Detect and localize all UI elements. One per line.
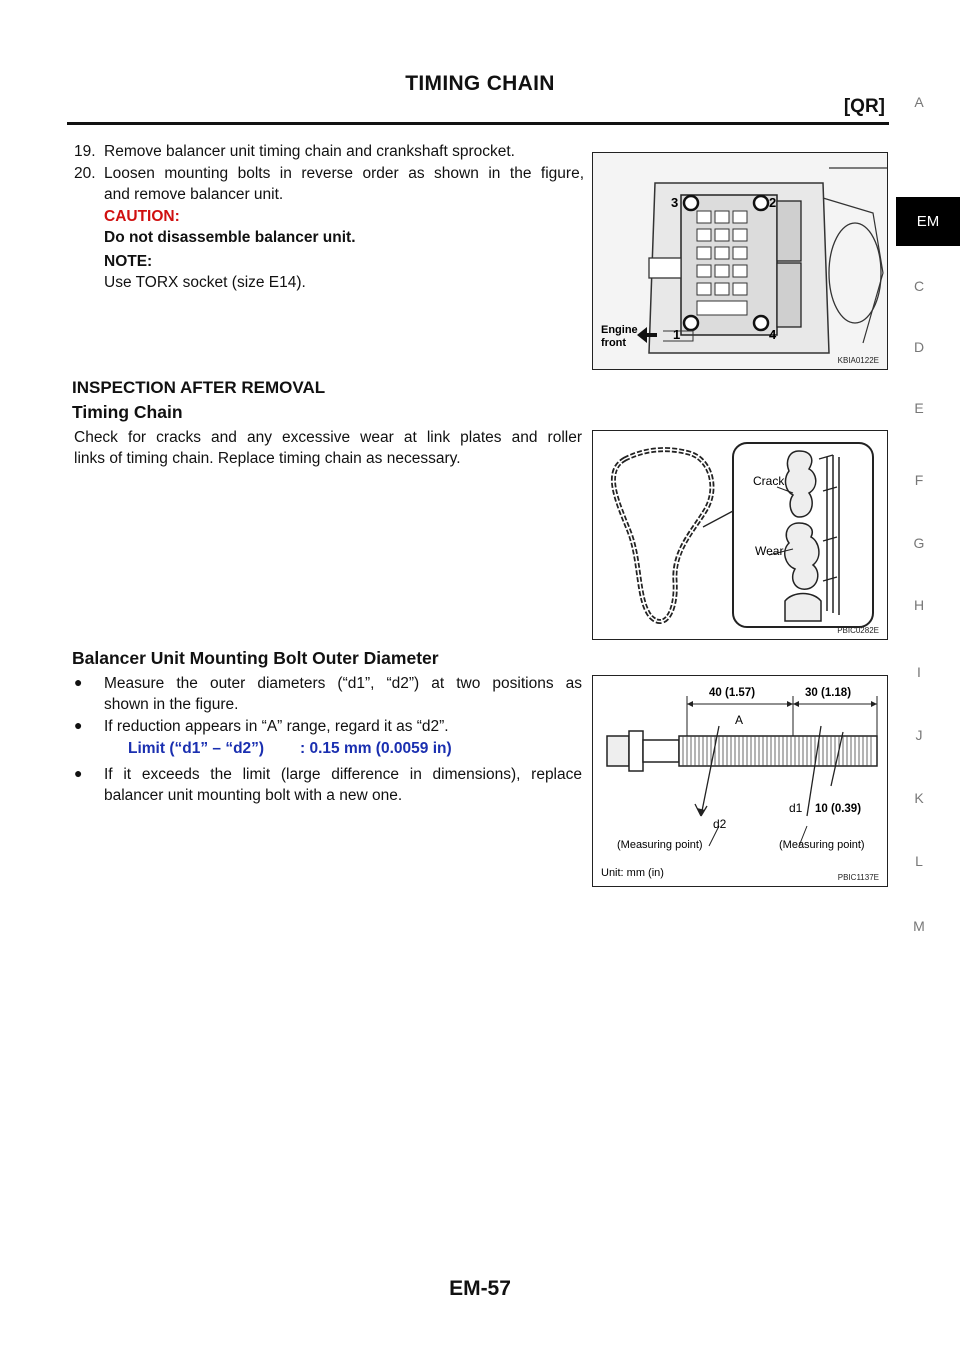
timing-chain-figure	[592, 430, 888, 640]
section-tab-a[interactable]: A	[914, 94, 924, 110]
balancer-unit-drawing	[593, 153, 887, 369]
section-tab-em-active[interactable]: EM	[896, 197, 960, 246]
balancer-unit-figure	[592, 152, 888, 370]
unit-label: Unit: mm (in)	[601, 867, 664, 879]
section-tab-g[interactable]: G	[913, 535, 925, 551]
bolt-label-1: 1	[673, 327, 681, 342]
bullet-3-dot: ●	[74, 765, 83, 781]
bolt-diameter-heading: Balancer Unit Mounting Bolt Outer Diameter	[72, 648, 439, 668]
dim-label-10: 10 (0.39)	[815, 803, 862, 815]
note-text: Use TORX socket (size E14).	[104, 274, 306, 291]
chain-text-line-2: links of timing chain. Replace timing chain as necessary.	[74, 450, 461, 467]
bullet-3-line-2: balancer unit mounting bolt with a new one.	[104, 787, 403, 804]
measuring-point-right: (Measuring point)	[779, 839, 865, 851]
section-tab-k[interactable]: K	[914, 790, 924, 806]
caution-label: CAUTION:	[104, 208, 180, 225]
section-tab-f[interactable]: F	[914, 472, 924, 488]
step-20-number: 20.	[74, 165, 96, 182]
dim-label-40: 40 (1.57)	[709, 687, 756, 699]
point-label-d1: d1	[789, 801, 803, 815]
measuring-point-left: (Measuring point)	[617, 839, 703, 851]
dim-label-30: 30 (1.18)	[805, 687, 852, 699]
bolt-dimension-figure	[592, 675, 888, 887]
figure-id-kbia0122e: KBIA0122E	[837, 356, 879, 365]
engine-front-label-1: Engine	[601, 324, 638, 336]
bullet-1-dot: ●	[74, 674, 83, 690]
bolt-dimension-drawing	[593, 676, 887, 886]
page-title: TIMING CHAIN	[405, 72, 555, 95]
caution-text: Do not disassemble balancer unit.	[104, 229, 356, 246]
section-tab-m[interactable]: M	[913, 918, 925, 934]
step-20-line-1: Loosen mounting bolts in reverse order as shown in the figure,	[104, 165, 584, 182]
header-rule	[67, 122, 889, 125]
bullet-2-text: If reduction appears in “A” range, regard it as “d2”.	[104, 718, 449, 735]
bullet-2-dot: ●	[74, 717, 83, 733]
point-label-d2: d2	[713, 817, 727, 831]
step-19-number: 19.	[74, 143, 96, 160]
engine-front-label-2: front	[601, 337, 627, 349]
section-tab-j[interactable]: J	[915, 727, 923, 743]
section-tab-i[interactable]: I	[917, 664, 921, 680]
step-20-line-2: and remove balancer unit.	[104, 186, 284, 203]
page-number: EM-57	[449, 1277, 511, 1300]
section-tab-c[interactable]: C	[913, 278, 925, 294]
figure-id-pbic1137e: PBIC1137E	[837, 873, 879, 882]
bolt-label-2: 2	[769, 195, 777, 210]
inspection-heading: INSPECTION AFTER REMOVAL	[72, 378, 326, 397]
timing-chain-drawing	[593, 431, 887, 639]
bolt-label-3: 3	[671, 195, 679, 210]
section-tab-e[interactable]: E	[914, 400, 924, 416]
section-tab-d[interactable]: D	[913, 339, 925, 355]
limit-value: : 0.15 mm (0.0059 in)	[300, 740, 452, 757]
bullet-1-line-2: shown in the figure.	[104, 696, 239, 713]
range-label-a: A	[735, 713, 744, 727]
figure-id-pbic0282e: PBIC0282E	[837, 626, 879, 635]
section-tab-l[interactable]: L	[915, 853, 923, 869]
bolt-label-4: 4	[769, 327, 777, 342]
step-19-text: Remove balancer unit timing chain and crankshaft sprocket.	[104, 143, 515, 160]
chain-text-line-1: Check for cracks and any excessive wear at link plates and roller	[74, 429, 582, 446]
engine-code: [QR]	[843, 96, 885, 117]
timing-chain-heading: Timing Chain	[72, 402, 183, 422]
note-label: NOTE:	[104, 253, 153, 270]
section-tab-h[interactable]: H	[913, 597, 925, 613]
bullet-1-line-1: Measure the outer diameters (“d1”, “d2”) at two positions as	[104, 675, 582, 692]
crack-label: Crack	[753, 474, 785, 488]
wear-label: Wear	[755, 544, 784, 558]
bullet-3-line-1: If it exceeds the limit (large difference in dimensions), replace	[104, 766, 582, 783]
limit-label: Limit (“d1” – “d2”)	[128, 740, 265, 757]
